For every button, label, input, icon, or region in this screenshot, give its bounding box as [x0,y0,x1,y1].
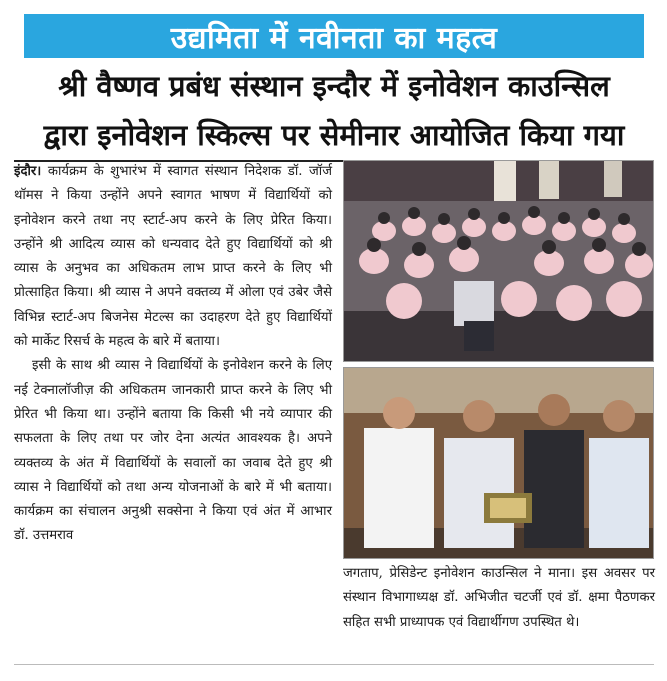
dateline: इंदौर। [14,164,42,179]
article-paragraph-3: जगताप, प्रेसिडेन्ट इनोवेशन काउन्सिल ने माना। इस अवसर पर संस्थान विभागाध्यक्ष डॉ. अभिजीत चटर्जी एवं डॉ. क्षमा पैठणकर सहित सभी प्राध्यापक एवं विद्यार्थीगण उपस्थित थे। [343,566,655,630]
article-paragraph-2: इसी के साथ श्री व्यास ने विद्यार्थियों के इनोवेशन करने के लिए नई टेक्नालॉजीज़ की अधिकतम जानकारी प्राप्त करने के लिए भी प्रेरित भी किया था। उन्होंने बताया कि किसी भी नये व्यापार की सफलता के लिए तथा पर जोर देना अत्यंत आवश्यक है। अपने व्यक्तव्य के अंत में विद्यार्थियों के सवालों का जवाब देते हुए श्री व्यास ने विद्यार्थियों को तथा अन्य योजनाओं के बारे में भी बताया। कार्यक्रम का संचालन अनुश्री सक्सेना ने किया एवं अंत में आभार डॉ. उत्तमराव [14,358,332,544]
seminar-audience-photo [343,160,654,362]
bottom-divider [14,664,654,665]
section-kicker: उद्यमिता में नवीनता का महत्व [24,14,644,58]
article-paragraph-1 [14,160,332,354]
article-body [14,160,332,660]
award-ceremony-photo [343,367,654,559]
ceremony-image [344,368,653,558]
headline-line-2: द्वारा इनोवेशन स्किल्स पर सेमीनार आयोजित किया गया [43,118,625,152]
audience-image [344,161,653,361]
article-paragraph-1-text: कार्यक्रम के शुभारंभ में स्वागत संस्थान निदेशक डॉ. जॉर्ज थॉमस ने किया उन्होंने अपने स्वागत भाषण में विद्यार्थियों को इनोवेशन करने तथा नए स्टार्ट-अप करने के लिए प्रेरित किया। उन्होंने श्री आदित्य व्यास को धन्यवाद देते हुए विद्यार्थियों को श्री व्यास के अनुभव का अधिकतम लाभ प्राप्त करने के लिए भी प्रोत्साहित किया। श्री व्यास ने अपने वक्तव्य में ओला एवं उबेर जैसे विभिन्न स्टार्ट-अप बिजनेस मेटल्स का उदाहरण देते हुए विद्यार्थियों को मार्केट रिसर्च के महत्व के बारे में बताया। [14,164,332,350]
headline-line-1: श्री वैष्णव प्रबंध संस्थान इन्दौर में इनोवेशन काउन्सिल [58,69,610,103]
article-continuation [343,562,655,635]
